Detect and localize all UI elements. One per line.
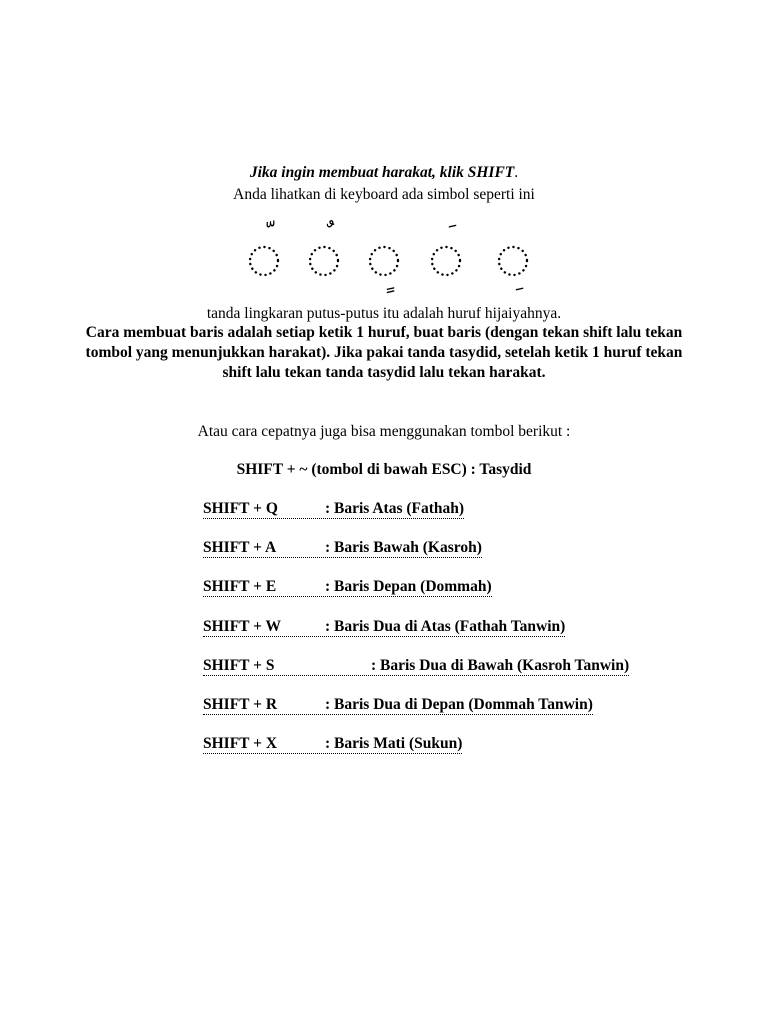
instruction-paragraph: Cara membuat baris adalah setiap ketik 1 huruf, buat baris (dengan tekan shift lalu tekan tombol yang menunjukkan harakat). Jika pakai tanda tasydid, setelah ketik 1 huruf tekan shift lalu tekan tanda tasydid lalu tekan harakat. [85,324,683,381]
harakat-mark [247,222,281,248]
fathah-symbol [429,244,463,278]
dammatan-symbol [307,244,341,278]
harakat-mark [307,222,341,248]
shortcut-row-dommah [203,578,629,598]
intro-title: Jika ingin membuat harakat, klik SHIFT [249,164,515,181]
dotted-circle-icon [429,244,463,278]
harakat-mark [429,222,463,248]
shortcut-keys: SHIFT + S [203,656,275,674]
explanation-line: tanda lingkaran putus-putus itu adalah huruf hijaiyahnya. [206,305,562,322]
shortcut-row-fathah-tanwin [203,618,629,638]
intro-title-period: . [514,164,519,181]
intro-line-2: Anda lihatkan di keyboard ada simbol seperti ini [233,186,535,203]
shortcut-desc: : Baris Depan (Dommah) [325,578,492,596]
shortcut-row-kasroh [203,539,629,559]
shortcut-desc: : Baris Dua di Atas (Fathah Tanwin) [325,617,566,635]
shortcut-desc: : Baris Atas (Fathah) [325,500,465,517]
dotted-circle-icon [307,244,341,278]
kasrah-symbol [496,244,530,278]
shortcut-keys: SHIFT + R [203,695,278,713]
shortcut-desc: : Baris Bawah (Kasroh) [325,539,482,557]
tasydid-shortcut: SHIFT + ~ (tombol di bawah ESC) : Tasydid [236,461,532,478]
shortcut-intro: Atau cara cepatnya juga bisa menggunakan tombol berikut : [197,423,571,440]
shortcut-list [203,500,629,774]
shortcut-keys: SHIFT + X [203,735,278,753]
shortcut-desc: : Baris Dua di Depan (Dommah Tanwin) [325,695,593,713]
shortcut-keys: SHIFT + Q [203,500,278,517]
kasratan-symbol [367,244,401,278]
shortcut-row-kasroh-tanwin [203,657,629,677]
shortcut-keys: SHIFT + E [203,578,277,596]
harakat-mark [496,266,530,292]
shortcut-desc: : Baris Dua di Bawah (Kasroh Tanwin) [371,656,630,674]
shortcut-row-fathah [203,500,629,520]
shortcut-desc: : Baris Mati (Sukun) [325,735,463,753]
shortcut-row-sukun [203,735,629,755]
harakat-symbols [0,216,768,292]
shortcut-keys: SHIFT + A [203,539,277,557]
shortcut-keys: SHIFT + W [203,617,282,635]
dotted-circle-icon [247,244,281,278]
intro-line-1 [0,164,768,182]
shortcut-row-dommah-tanwin [203,696,629,716]
harakat-mark [367,266,401,292]
shaddah-symbol [247,244,281,278]
